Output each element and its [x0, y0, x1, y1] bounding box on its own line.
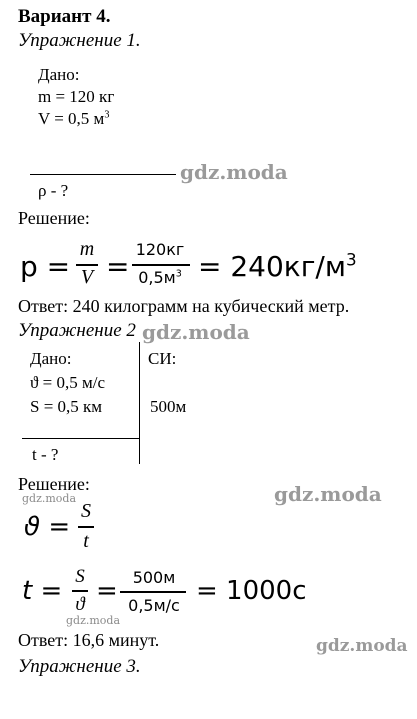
ex2-formula2-lhs: t = — [22, 576, 63, 606]
ex2-formula2-frac2-num: 500м — [132, 568, 176, 587]
exercise2-heading: Упражнение 2 — [18, 320, 136, 341]
watermark-4: gdz.moda — [316, 636, 408, 656]
ex1-frac1-den: V — [80, 266, 94, 288]
ex1-frac2-den: $0,5м^3$ — [138, 268, 182, 287]
ex1-mass: m = 120 кг — [38, 87, 115, 106]
ex2-formula2-frac1-num: S — [75, 566, 85, 587]
ex1-find: ρ - ? — [38, 181, 69, 200]
ex2-speed: ϑ = 0,5 м/с — [30, 373, 106, 392]
ex1-frac1-num: m — [79, 238, 95, 260]
ex1-given-divider — [30, 174, 176, 175]
ex2-formula2-frac2-den: 0,5м/с — [128, 596, 180, 615]
ex1-volume: V = 0,5 $м^3$ — [38, 109, 110, 128]
watermark-2: gdz.moda — [142, 320, 250, 344]
ex1-formula-result: = $240кг/м^3$ — [198, 249, 357, 283]
ex2-solution-label: Решение: — [18, 474, 90, 494]
ex1-solution-label: Решение: — [18, 208, 90, 228]
ex2-formula1-lhs: ϑ = — [24, 512, 71, 542]
watermark-3: gdz.moda — [274, 482, 382, 506]
ex2-formula1-den: t — [83, 530, 89, 552]
exercise3-heading: Упражнение 3. — [18, 656, 141, 677]
exercise1-heading: Упражнение 1. — [18, 30, 141, 51]
ex1-formula-lhs: p = — [20, 250, 71, 283]
ex1-formula-eq1: = — [106, 250, 130, 283]
ex2-formula2-result: = 1000с — [196, 576, 307, 606]
ex2-answer: Ответ: 16,6 минут. — [18, 630, 160, 650]
ex2-formula2-frac2-line — [120, 591, 186, 593]
ex2-find: t - ? — [32, 445, 59, 464]
ex2-vertical-divider — [139, 342, 140, 464]
ex2-distance: S = 0,5 км — [30, 397, 103, 416]
ex1-answer: Ответ: 240 килограмм на кубический метр. — [18, 296, 350, 316]
ex2-si-label: СИ: — [148, 349, 177, 368]
ex2-formula2-frac1-line — [72, 590, 88, 592]
ex1-frac2-line — [132, 264, 190, 266]
watermark-1: gdz.moda — [180, 160, 288, 184]
watermark-small-2: gdz.moda — [66, 614, 121, 627]
ex2-formula1-line — [78, 526, 94, 528]
watermark-small-1: gdz.moda — [22, 492, 77, 505]
ex2-formula1-num: S — [81, 500, 91, 522]
ex2-formula2-frac1-den: ϑ — [75, 594, 85, 615]
ex2-si-value: 500м — [150, 397, 187, 416]
ex2-formula2-eq1: = — [96, 576, 118, 606]
page-title: Вариант 4. — [18, 6, 111, 27]
ex2-given-divider — [22, 438, 140, 439]
ex1-given-label: Дано: — [38, 65, 80, 84]
ex2-given-label: Дано: — [30, 349, 72, 368]
ex1-frac2-num: 120кг — [135, 240, 185, 259]
